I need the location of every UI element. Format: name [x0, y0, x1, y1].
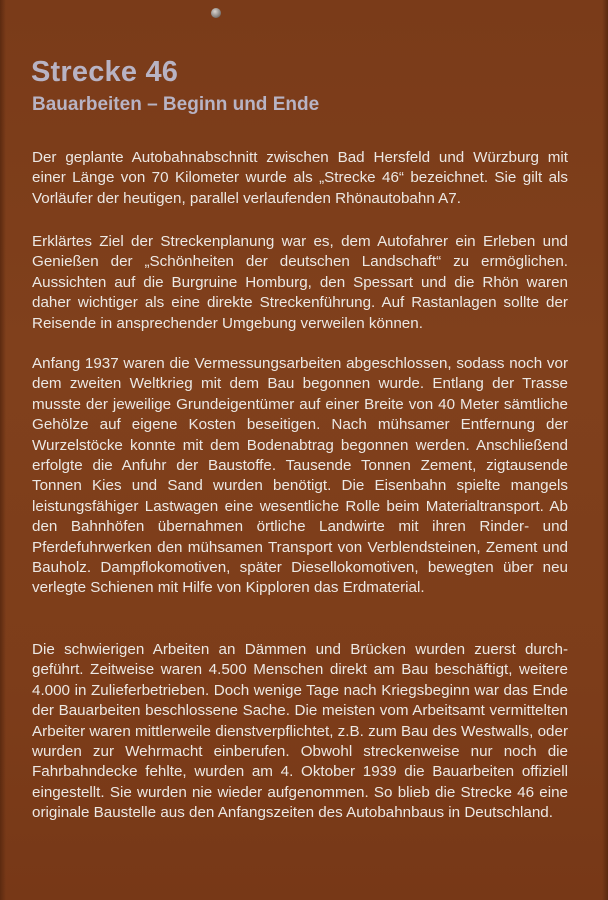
sign-title: Strecke 46	[31, 56, 179, 88]
paragraph-intro: Der geplante Autobahnabschnitt zwischen Bad Hersfeld und Würzburg mit einer Länge von 70 Kilometer wurde als „Strecke 46“ bezeichnet. Sie gilt als Vorläufer der heutigen, parallel verlaufenden Rhönautobahn A7.	[32, 149, 568, 207]
sign-subtitle: Bauarbeiten – Beginn und Ende	[32, 94, 320, 115]
paragraph-construction: Anfang 1937 waren die Vermessungsarbeiten abgeschlossen, sodass noch vor dem zweiten Weltkrieg mit dem Bau begonnen wurde. Entlang der Trasse musste der jeweilige Grundeigentümer auf einer Breite von 40 Meter sämtliche Gehölze auf eigene Kosten beseitigen. Nach mühsamer Entfernung der Wurzelstöcke konnte mit dem Bodenabtrag begonnen werden. Anschließend erfolgte die Anfuhr der Baustoffe. Tausende Tonnen Zement, zigtausende Tonnen Kies und Sand wurden benötigt. Die Eisenbahn spielte mangels leistungsfähiger Lastwagen eine wesentliche Rolle beim Materialtransport. Ab den Bahnhöfen übernahmen örtliche Landwirte mit ihren Rinder- und Pferdefuhrwerken den mühsamen Transport von Verblendsteinen, Zement und Bauholz. Dampflokomotiven, später Diesellokomotiven, bewegten über neu verlegte Schienen mit Hilfe von Kipploren das Erdmaterial.	[32, 355, 568, 597]
mounting-screw-icon	[211, 8, 221, 18]
paragraph-end-of-works: Die schwierigen Arbeiten an Dämmen und Brücken wurden zuerst durchgeführt. Zeitweise waren 4.500 Menschen direkt am Bau beschäftigt, weitere 4.000 in Zulieferbetrieben. Doch wenige Tage nach Kriegsbeginn war das Ende der Bauarbeiten beschlossene Sache. Die meisten vom Arbeitsamt vermittelten Arbeiter waren mittlerweile dienstverpflichtet, z.B. zum Bau des Westwalls, oder wurden zur Wehrmacht einberufen. Obwohl streckenweise nur noch die Fahrbahndecke fehlte, wurden am 4. Oktober 1939 die Bauarbeiten offiziell eingestellt. Sie wurden nie wieder aufgenommen. So blieb die Strecke 46 eine originale Baustelle aus den Anfangszeiten des Autobahnbaus in Deutschland.	[32, 641, 568, 822]
paragraph-planning-goal: Erklärtes Ziel der Streckenplanung war es, dem Autofahrer ein Erleben und Genießen der „Schönheiten der deutschen Landschaft“ zu ermöglichen. Aussichten auf die Burgruine Homburg, den Spessart und die Rhön waren daher wichtiger als eine direkte Streckenführung. Auf Rastanlagen sollte der Reisende in ansprechender Umgebung verweilen können.	[32, 233, 568, 332]
board-edge-right	[602, 0, 608, 900]
board-edge-left	[0, 0, 6, 900]
